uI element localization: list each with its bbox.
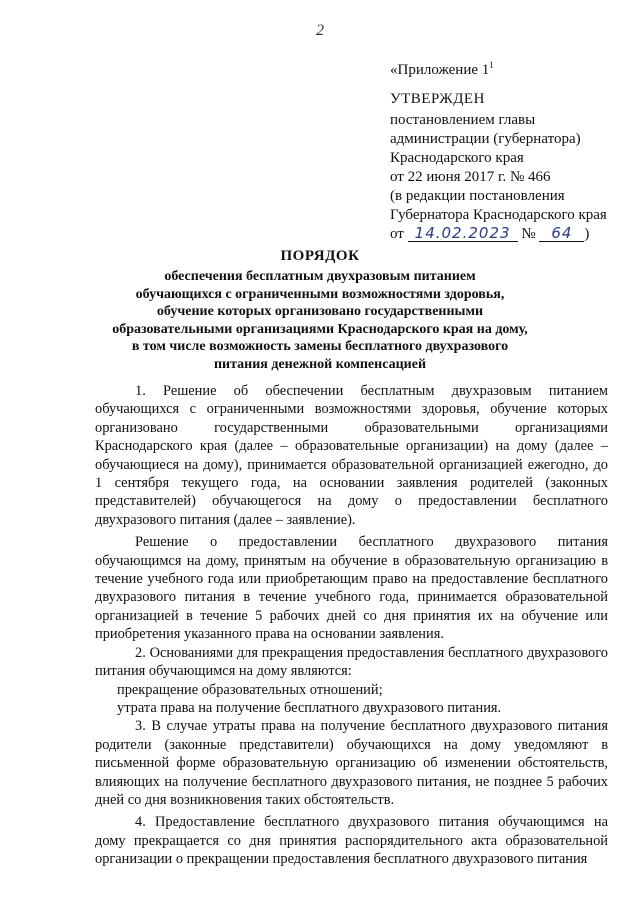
- paragraph-1: 1. Решение об обеспечении бесплатным двухразовым питанием обучающихся с ограниченными возможностями здоровья, обучение которых организовано государственными образовательными организациями Краснодарского края (далее – образовательные организации) на дому (далее – обучающиеся на дому), принимается образовательной организацией ежегодно, до 1 сентября текущего года, на основании заявления родителей (законных представителей) обучающегося на дому о предоставлении бесплатного двухразового питания (далее – заявление).: [95, 383, 608, 528]
- handwritten-date: 14.02.2023: [408, 226, 518, 242]
- subtitle-line: обучающихся с ограниченными возможностями здоровья,: [135, 286, 505, 302]
- paragraph-4: 4. Предоставление бесплатного двухразового питания обучающимся на дому прекращается со дня принятия распорядительного акта образовательной организации о прекращении предоставления бесплатного двухразового питания: [95, 814, 608, 868]
- subtitle-line: питания денежной компенсацией: [213, 356, 427, 372]
- from-prefix: от: [390, 226, 404, 242]
- document-body: [95, 382, 608, 869]
- closing-paren: ): [584, 226, 590, 242]
- document-subtitle: [60, 268, 580, 373]
- paragraph-2-item-1: прекращение образовательных отношений;: [117, 681, 383, 698]
- paragraph-2: 2. Основаниями для прекращения предоставления бесплатного двухразового питания обучающимся на дому являются:: [95, 644, 608, 680]
- appendix-superscript: 1: [489, 60, 494, 70]
- page-number: 2: [316, 22, 324, 39]
- approval-line: администрации (губернатора): [390, 131, 581, 147]
- paragraph-1-continued: Решение о предоставлении бесплатного двухразового питания обучающимся на дому, принятым на обучение в образовательную организацию в течение учебного года или приобретающим право на предоставление бесплатного двухразового питания в течение учебного года, принимается образовательной организацией в течение 5 рабочих дней со дня принятия их на обучение или приобретения указанного права на основании заявления.: [95, 534, 608, 643]
- document-title: ПОРЯДОК: [280, 248, 360, 264]
- approval-block: [390, 90, 607, 244]
- approval-heading: УТВЕРЖДЕН: [390, 91, 485, 107]
- approval-line: постановлением главы: [390, 112, 536, 128]
- approval-line: Краснодарского края: [390, 150, 524, 166]
- paragraph-3: 3. В случае утраты права на получение бесплатного двухразового питания родители (законные представители) обучающихся на дому уведомляют в письменной форме образовательную организацию об изменении обстоятельств, влияющих на получение бесплатного двухразового питания, не позднее 5 рабочих дней со дня возникновения таких обстоятельств.: [95, 718, 608, 808]
- subtitle-line: обеспечения бесплатным двухразовым питанием: [164, 269, 476, 284]
- number-sign: №: [521, 226, 536, 242]
- approval-line: Губернатора Краснодарского края: [390, 207, 607, 223]
- appendix-text: «Приложение 1: [390, 62, 490, 78]
- amendment-date-line: [390, 225, 607, 244]
- handwritten-number: 64: [539, 226, 584, 242]
- appendix-label: [390, 60, 494, 79]
- subtitle-line: обучение которых организовано государственными: [156, 304, 484, 319]
- subtitle-line: образовательными организациями Краснодарского края на дому,: [112, 321, 528, 337]
- approval-line: от 22 июня 2017 г. № 466: [390, 169, 551, 185]
- paragraph-2-item-2: утрата права на получение бесплатного двухразового питания.: [117, 699, 502, 716]
- subtitle-line: в том числе возможность замены бесплатного двухразового: [131, 339, 509, 354]
- approval-line: (в редакции постановления: [390, 188, 565, 204]
